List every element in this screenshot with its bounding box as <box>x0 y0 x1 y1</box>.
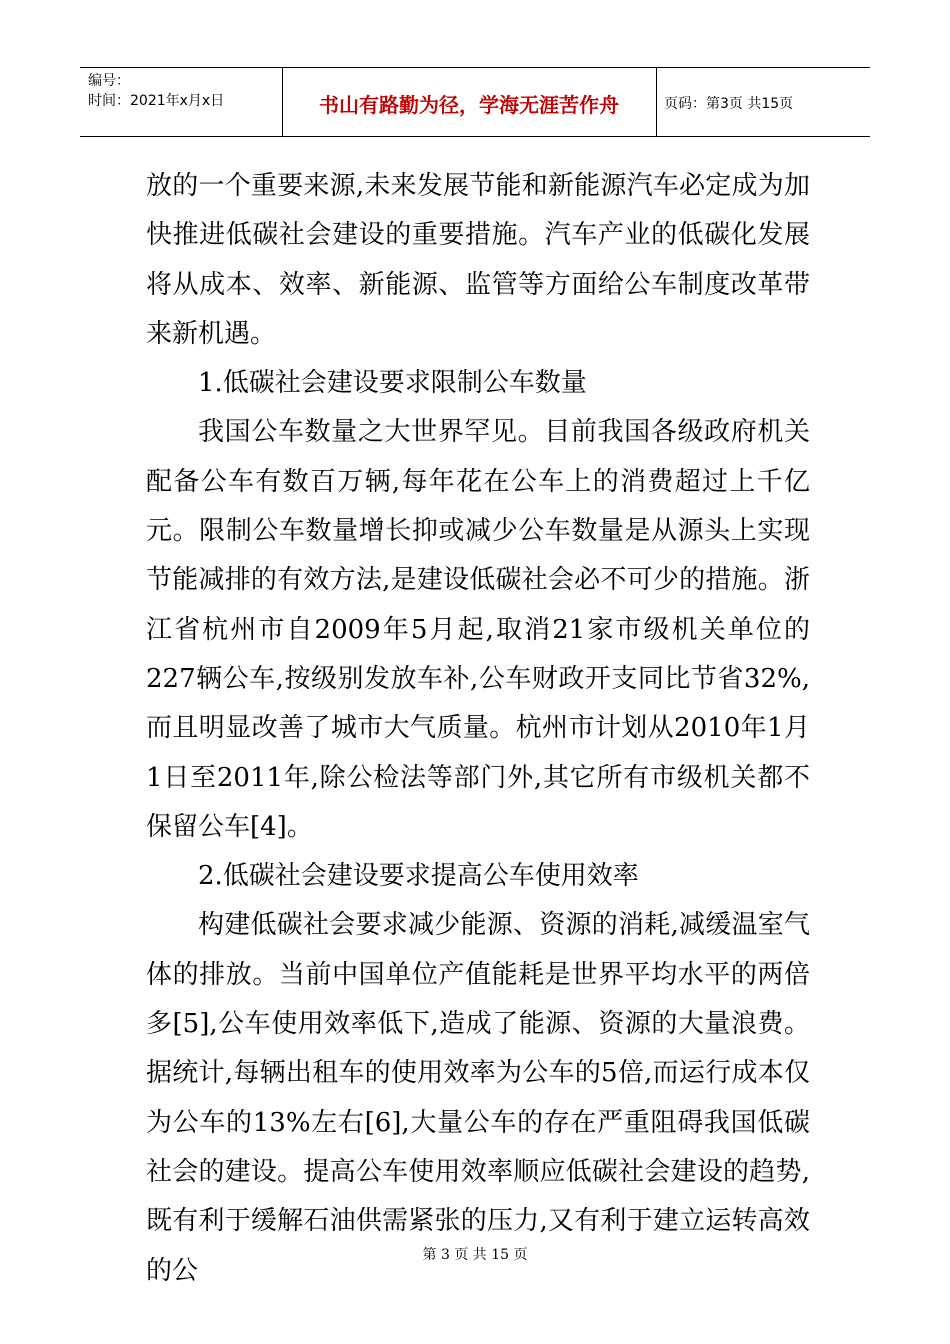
page-info: 页码：第3页 共15页 <box>664 96 794 112</box>
number-label: 编号： <box>88 73 130 89</box>
section-heading-1: 1.低碳社会建设要求限制公车数量 <box>198 368 587 399</box>
paragraph: 我国公车数量之大世界罕见。目前我国各级政府机关配备公车有数百万辆,每年花在公车上的消费超过上千亿元。限制公车数量增长抑或减少公车数量是从源头上实现节能减排的有效方法,是建设低碳社会必不可少的措施。浙江省杭州市自2009年5月起,取消21家市级机关单位的227辆公车,按级别发放车补,公车财政开支同比节省32%,而且明显改善了城市大气质量。杭州市计划从2010年1月1日至2011年,除公检法等部门外,其它所有市级机关都不保留公车[4]。 <box>146 417 810 842</box>
date-label: 时间：2021年x月x日 <box>88 93 225 109</box>
motto: 书山有路勤为径，学海无涯苦作舟 <box>319 93 619 117</box>
header-meta-cell <box>80 68 283 136</box>
document-body <box>146 162 810 1296</box>
paragraph-continued: 放的一个重要来源,未来发展节能和新能源汽车必定成为加快推进低碳社会建设的重要措施。汽车产业的低碳化发展将从成本、效率、新能源、监管等方面给公车制度改革带来新机遇。 <box>146 171 810 349</box>
header-motto-cell <box>282 68 657 136</box>
paragraph: 构建低碳社会要求减少能源、资源的消耗,减缓温室气体的排放。当前中国单位产值能耗是世界平均水平的两倍多[5],公车使用效率低下,造成了能源、资源的大量浪费。据统计,每辆出租车的使用效率为公车的5倍,而运行成本仅为公车的13%左右[6],大量公车的存在严重阻碍我国低碳社会的建设。提高公车使用效率顺应低碳社会建设的趋势,既有利于缓解石油供需紧张的压力,又有利于建立运转高效的公 <box>146 910 810 1286</box>
header-page-cell <box>656 68 870 136</box>
page-header <box>80 67 870 137</box>
section-heading-2: 2.低碳社会建设要求提高公车使用效率 <box>198 861 639 892</box>
page-footer: 第 3 页 共 15 页 <box>422 1247 528 1263</box>
